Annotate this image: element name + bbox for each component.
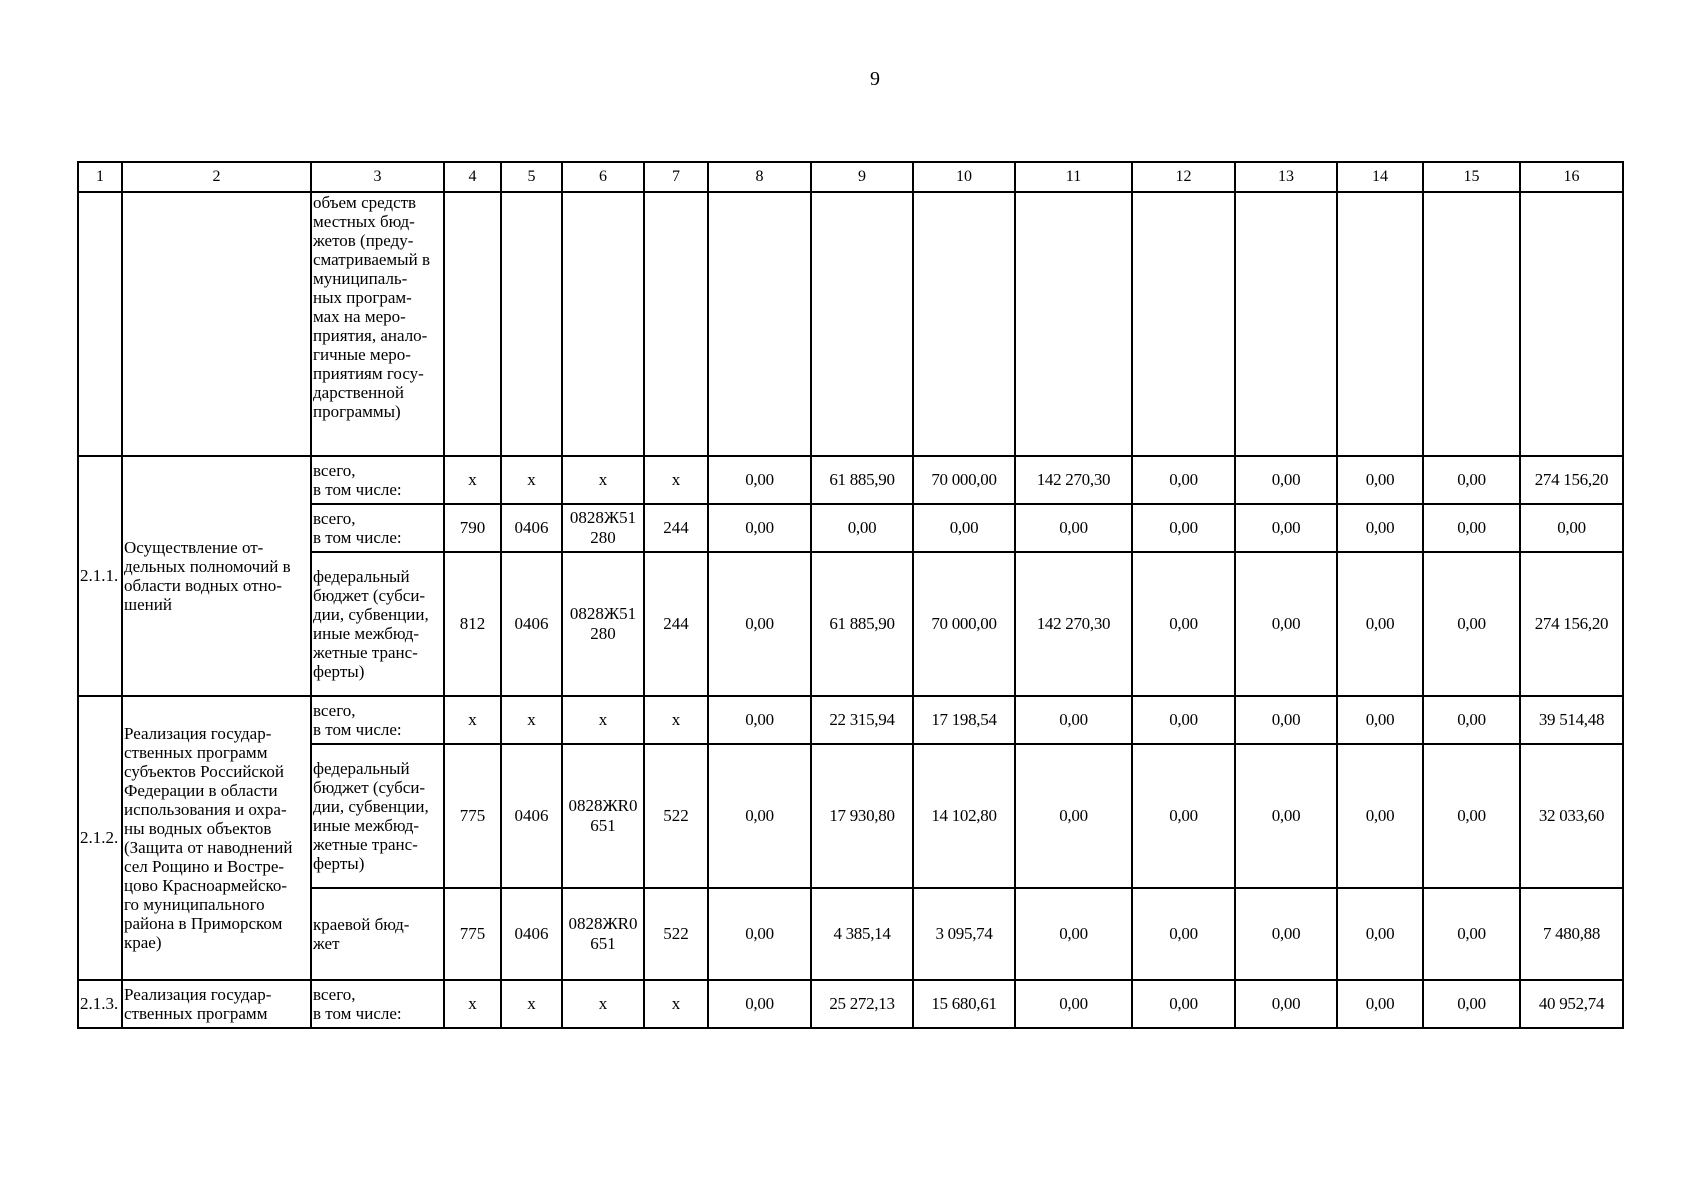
col-5-cell: 0406	[501, 552, 562, 696]
continuation-row	[78, 192, 1623, 456]
col-4-cell: 775	[444, 744, 501, 888]
col-12-cell: 0,00	[1132, 456, 1235, 504]
col-7-cell: 522	[644, 744, 708, 888]
col-7-cell: 522	[644, 888, 708, 980]
item-number-cell: 2.1.2.	[78, 696, 122, 980]
col-9-cell: 17 930,80	[811, 744, 913, 888]
header-cell-11: 11	[1015, 162, 1132, 192]
col-4-cell: 812	[444, 552, 501, 696]
table-body	[78, 162, 1623, 1028]
col-7-cell: x	[644, 456, 708, 504]
col-11-cell: 142 270,30	[1015, 552, 1132, 696]
header-cell-3: 3	[311, 162, 444, 192]
col-6-cell: 0828ЖR0 651	[562, 888, 644, 980]
item-number-cell	[78, 192, 122, 456]
col-11-cell: 0,00	[1015, 696, 1132, 744]
col-7-cell: x	[644, 696, 708, 744]
col-8-cell: 0,00	[708, 696, 811, 744]
col-14-cell: 0,00	[1337, 980, 1423, 1028]
col-5-cell	[501, 192, 562, 456]
col-6-cell	[562, 192, 644, 456]
col-8-cell: 0,00	[708, 456, 811, 504]
col-16-cell: 0,00	[1520, 504, 1623, 552]
col-9-cell: 4 385,14	[811, 888, 913, 980]
col-4-cell: x	[444, 696, 501, 744]
header-cell-2: 2	[122, 162, 311, 192]
col-6-cell: 0828Ж51 280	[562, 552, 644, 696]
col-10-cell: 70 000,00	[913, 552, 1015, 696]
item-name-cell: Реализация государ- ственных программ	[122, 980, 311, 1028]
col-12-cell: 0,00	[1132, 504, 1235, 552]
item-211-row-1	[78, 456, 1623, 504]
col-14-cell: 0,00	[1337, 504, 1423, 552]
funding-source-cell: всего, в том числе:	[311, 456, 444, 504]
col-10-cell	[913, 192, 1015, 456]
col-13-cell	[1235, 192, 1337, 456]
col-10-cell: 15 680,61	[913, 980, 1015, 1028]
col-9-cell: 22 315,94	[811, 696, 913, 744]
col-9-cell: 61 885,90	[811, 552, 913, 696]
item-number-cell: 2.1.1.	[78, 456, 122, 696]
funding-source-cell: федеральный бюджет (субси- дии, субвенции, иные межбюд- жетные транс- ферты)	[311, 552, 444, 696]
col-13-cell: 0,00	[1235, 980, 1337, 1028]
col-15-cell: 0,00	[1423, 744, 1520, 888]
col-7-cell: x	[644, 980, 708, 1028]
item-name-cell	[122, 192, 311, 456]
col-5-cell: x	[501, 696, 562, 744]
col-6-cell: 0828ЖR0 651	[562, 744, 644, 888]
col-13-cell: 0,00	[1235, 744, 1337, 888]
item-number-cell: 2.1.3.	[78, 980, 122, 1028]
col-4-cell	[444, 192, 501, 456]
col-12-cell: 0,00	[1132, 888, 1235, 980]
header-cell-12: 12	[1132, 162, 1235, 192]
col-13-cell: 0,00	[1235, 552, 1337, 696]
funding-source-cell: краевой бюд- жет	[311, 888, 444, 980]
col-4-cell: x	[444, 980, 501, 1028]
col-10-cell: 3 095,74	[913, 888, 1015, 980]
col-8-cell: 0,00	[708, 980, 811, 1028]
col-8-cell: 0,00	[708, 744, 811, 888]
col-11-cell: 0,00	[1015, 744, 1132, 888]
col-6-cell: 0828Ж51 280	[562, 504, 644, 552]
header-cell-9: 9	[811, 162, 913, 192]
col-4-cell: 775	[444, 888, 501, 980]
col-14-cell: 0,00	[1337, 744, 1423, 888]
col-8-cell	[708, 192, 811, 456]
col-16-cell: 40 952,74	[1520, 980, 1623, 1028]
col-5-cell: 0406	[501, 744, 562, 888]
header-cell-8: 8	[708, 162, 811, 192]
col-16-cell: 274 156,20	[1520, 552, 1623, 696]
header-cell-16: 16	[1520, 162, 1623, 192]
col-15-cell: 0,00	[1423, 504, 1520, 552]
funding-source-cell: всего, в том числе:	[311, 696, 444, 744]
col-12-cell: 0,00	[1132, 980, 1235, 1028]
col-11-cell: 0,00	[1015, 980, 1132, 1028]
col-11-cell	[1015, 192, 1132, 456]
col-16-cell: 39 514,48	[1520, 696, 1623, 744]
col-8-cell: 0,00	[708, 504, 811, 552]
header-cell-1: 1	[78, 162, 122, 192]
col-6-cell: x	[562, 696, 644, 744]
col-5-cell: 0406	[501, 888, 562, 980]
col-14-cell	[1337, 192, 1423, 456]
col-11-cell: 0,00	[1015, 888, 1132, 980]
col-5-cell: x	[501, 980, 562, 1028]
col-15-cell	[1423, 192, 1520, 456]
col-8-cell: 0,00	[708, 552, 811, 696]
col-5-cell: x	[501, 456, 562, 504]
col-15-cell: 0,00	[1423, 888, 1520, 980]
col-14-cell: 0,00	[1337, 456, 1423, 504]
col-14-cell: 0,00	[1337, 696, 1423, 744]
col-14-cell: 0,00	[1337, 552, 1423, 696]
page-number: 9	[870, 68, 880, 90]
col-9-cell: 61 885,90	[811, 456, 913, 504]
item-212-row-1	[78, 696, 1623, 744]
col-4-cell: x	[444, 456, 501, 504]
col-8-cell: 0,00	[708, 888, 811, 980]
col-16-cell	[1520, 192, 1623, 456]
header-cell-14: 14	[1337, 162, 1423, 192]
col-6-cell: x	[562, 456, 644, 504]
col-12-cell	[1132, 192, 1235, 456]
col-4-cell: 790	[444, 504, 501, 552]
header-row	[78, 162, 1623, 192]
col-16-cell: 274 156,20	[1520, 456, 1623, 504]
col-13-cell: 0,00	[1235, 456, 1337, 504]
col-7-cell: 244	[644, 504, 708, 552]
header-cell-15: 15	[1423, 162, 1520, 192]
col-13-cell: 0,00	[1235, 504, 1337, 552]
col-6-cell: x	[562, 980, 644, 1028]
col-9-cell	[811, 192, 913, 456]
col-13-cell: 0,00	[1235, 888, 1337, 980]
header-cell-10: 10	[913, 162, 1015, 192]
col-5-cell: 0406	[501, 504, 562, 552]
col-15-cell: 0,00	[1423, 696, 1520, 744]
col-13-cell: 0,00	[1235, 696, 1337, 744]
col-12-cell: 0,00	[1132, 552, 1235, 696]
header-cell-6: 6	[562, 162, 644, 192]
col-15-cell: 0,00	[1423, 456, 1520, 504]
col-16-cell: 32 033,60	[1520, 744, 1623, 888]
col-7-cell: 244	[644, 552, 708, 696]
budget-table	[77, 161, 1624, 1029]
col-10-cell: 17 198,54	[913, 696, 1015, 744]
item-name-cell: Реализация государ- ственных программ субъектов Российской Федерации в области использования и охра- ны водных объектов (Защита от наводнений сел Рощино и Востре- цово Красноармейско- го муниципального района в Приморском крае)	[122, 696, 311, 980]
col-16-cell: 7 480,88	[1520, 888, 1623, 980]
col-12-cell: 0,00	[1132, 696, 1235, 744]
funding-source-cell: объем средств местных бюд- жетов (преду- сматриваемый в муниципаль- ных програм- мах на меро- приятия, анало- гичные меро- приятиям госу- дарственной программы)	[311, 192, 444, 456]
funding-source-cell: всего, в том числе:	[311, 504, 444, 552]
col-9-cell: 0,00	[811, 504, 913, 552]
header-cell-7: 7	[644, 162, 708, 192]
col-9-cell: 25 272,13	[811, 980, 913, 1028]
col-12-cell: 0,00	[1132, 744, 1235, 888]
col-14-cell: 0,00	[1337, 888, 1423, 980]
col-15-cell: 0,00	[1423, 552, 1520, 696]
col-11-cell: 0,00	[1015, 504, 1132, 552]
item-name-cell: Осуществление от- дельных полномочий в области водных отно- шений	[122, 456, 311, 696]
item-213-row-1	[78, 980, 1623, 1028]
header-cell-5: 5	[501, 162, 562, 192]
col-7-cell	[644, 192, 708, 456]
funding-source-cell: всего, в том числе:	[311, 980, 444, 1028]
header-cell-13: 13	[1235, 162, 1337, 192]
col-11-cell: 142 270,30	[1015, 456, 1132, 504]
col-10-cell: 14 102,80	[913, 744, 1015, 888]
funding-source-cell: федеральный бюджет (субси- дии, субвенции, иные межбюд- жетные транс- ферты)	[311, 744, 444, 888]
col-10-cell: 0,00	[913, 504, 1015, 552]
col-15-cell: 0,00	[1423, 980, 1520, 1028]
col-10-cell: 70 000,00	[913, 456, 1015, 504]
header-cell-4: 4	[444, 162, 501, 192]
